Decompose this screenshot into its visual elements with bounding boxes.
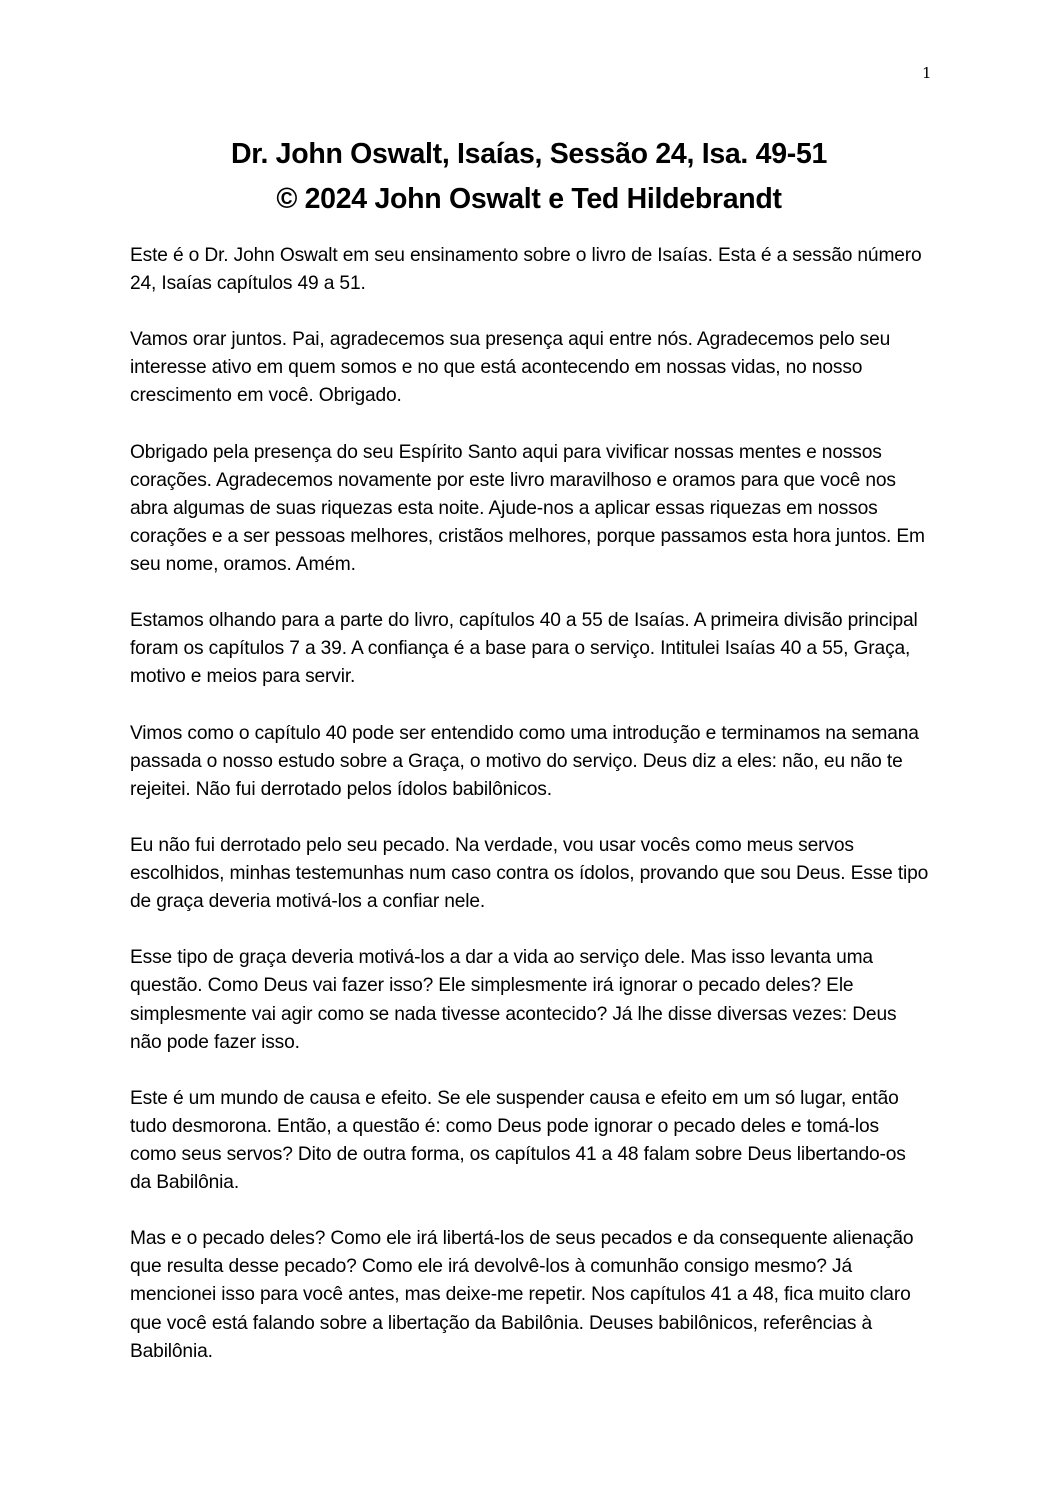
- paragraph: Eu não fui derrotado pelo seu pecado. Na verdade, vou usar vocês como meus servos escolhidos, minhas testemunhas num caso contra os ídolos, provando que sou Deus. Esse tipo de graça deveria motivá-los a confiar nele.: [130, 834, 929, 913]
- document-body: [130, 242, 930, 1394]
- document-title: [0, 132, 1058, 222]
- paragraph: Esse tipo de graça deveria motivá-los a dar a vida ao serviço dele. Mas isso levanta uma questão. Como Deus vai fazer isso? Ele simplesmente irá ignorar o pecado deles? Ele simplesmente vai agir como se nada tivesse acontecido? Já lhe disse diversas vezes: Deus não pode fazer isso.: [130, 947, 897, 1053]
- paragraph: Vamos orar juntos. Pai, agradecemos sua presença aqui entre nós. Agradecemos pelo seu interesse ativo em quem somos e no que está acontecendo em nossas vidas, no nosso crescimento em você. Obrigado.: [130, 329, 891, 407]
- paragraph: Obrigado pela presença do seu Espírito Santo aqui para vivificar nossas mentes e nossos corações. Agradecemos novamente por este livro maravilhoso e oramos para que você nos abra algumas de suas riquezas esta noite. Ajude-nos a aplicar essas riquezas em nossos corações e a ser pessoas melhores, cristãos melhores, porque passamos esta hora juntos. Em seu nome, oramos. Amém.: [130, 441, 925, 576]
- page-number: 1: [922, 64, 932, 82]
- title-line-1: Dr. John Oswalt, Isaías, Sessão 24, Isa. 49-51: [230, 138, 828, 170]
- paragraph: Estamos olhando para a parte do livro, capítulos 40 a 55 de Isaías. A primeira divisão principal foram os capítulos 7 a 39. A confiança é a base para o serviço. Intitulei Isaías 40 a 55, Graça, motivo e meios para servir.: [130, 610, 918, 688]
- title-line-2: © 2024 John Oswalt e Ted Hildebrandt: [276, 183, 782, 215]
- paragraph: Este é o Dr. John Oswalt em seu ensinamento sobre o livro de Isaías. Esta é a sessão número 24, Isaías capítulos 49 a 51.: [130, 245, 922, 295]
- paragraph: Vimos como o capítulo 40 pode ser entendido como uma introdução e terminamos na semana passada o nosso estudo sobre a Graça, o motivo do serviço. Deus diz a eles: não, eu não te rejeitei. Não fui derrotado pelos ídolos babilônicos.: [130, 722, 919, 800]
- paragraph: Mas e o pecado deles? Como ele irá libertá-los de seus pecados e da consequente alienação que resulta desse pecado? Como ele irá devolvê-los à comunhão consigo mesmo? Já mencionei isso para você antes, mas deixe-me repetir. Nos capítulos 41 a 48, fica muito claro que você está falando sobre a libertação da Babilônia. Deuses babilônicos, referências à Babilônia.: [130, 1228, 914, 1362]
- paragraph: Este é um mundo de causa e efeito. Se ele suspender causa e efeito em um só lugar, então tudo desmorona. Então, a questão é: como Deus pode ignorar o pecado deles e tomá-los como seus servos? Dito de outra forma, os capítulos 41 a 48 falam sobre Deus libertando-os da Babilônia.: [130, 1087, 906, 1194]
